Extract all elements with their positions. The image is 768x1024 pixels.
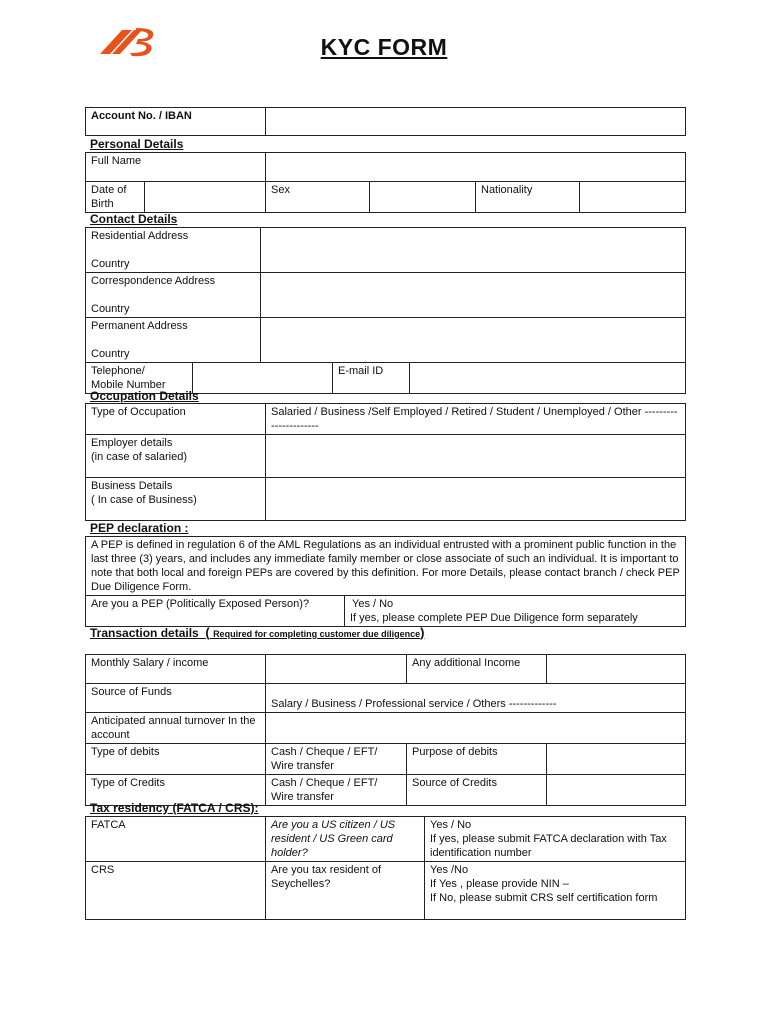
personal-details-heading: Personal Details <box>90 137 184 151</box>
purpose-of-debits-input[interactable] <box>547 744 686 775</box>
transaction-note: Required for completing customer due diligence <box>213 629 421 639</box>
pep-table <box>85 536 686 627</box>
nationality-label: Nationality <box>476 182 580 213</box>
turnover-input[interactable] <box>266 713 686 744</box>
residential-address-label: Residential Address Country <box>86 228 261 273</box>
crs-answer[interactable]: Yes /No If Yes , please provide NIN – If No, please submit CRS self certification form <box>425 862 686 920</box>
contact-details-heading: Contact Details <box>90 212 178 226</box>
occupation-details-heading: Occupation Details <box>90 389 199 403</box>
employer-details-label: Employer details (in case of salaried) <box>86 435 266 478</box>
employer-details-input[interactable] <box>266 435 686 478</box>
source-of-funds-options[interactable]: Salary / Business / Professional service / Others ------------- <box>266 684 686 713</box>
permanent-address-input[interactable] <box>261 318 686 363</box>
contact-table <box>85 227 686 394</box>
pep-definition: A PEP is defined in regulation 6 of the AML Regulations as an individual entrusted with a prominent public function in the last three (3) years, and includes any immediate family member or close associate of such an individual. It is important to note that both local and foreign PEPs are covered by this definition. For more Details, please contact branch / check PEP Due Diligence Form. <box>86 537 686 596</box>
email-input[interactable] <box>410 363 686 394</box>
transaction-heading: Transaction details ( Required for completing customer due diligence) <box>90 625 425 640</box>
pep-heading: PEP declaration : <box>90 521 189 535</box>
permanent-address-label: Permanent Address Country <box>86 318 261 363</box>
fatca-answer[interactable]: Yes / No If yes, please submit FATCA declaration with Tax identification number <box>425 817 686 862</box>
purpose-of-debits-label: Purpose of debits <box>407 744 547 775</box>
additional-income-label: Any additional Income <box>407 655 547 684</box>
source-of-funds-label: Source of Funds <box>86 684 266 713</box>
telephone-label: Telephone/ Mobile Number <box>86 363 193 394</box>
monthly-salary-label: Monthly Salary / income <box>86 655 266 684</box>
additional-income-input[interactable] <box>547 655 686 684</box>
turnover-label: Anticipated annual turnover In the account <box>86 713 266 744</box>
monthly-salary-input[interactable] <box>266 655 407 684</box>
pep-question: Are you a PEP (Politically Exposed Person)? <box>86 596 345 627</box>
full-name-input[interactable] <box>266 153 686 182</box>
tax-table <box>85 816 686 920</box>
source-of-credits-label: Source of Credits <box>407 775 547 806</box>
occupation-type-label: Type of Occupation <box>86 404 266 435</box>
correspondence-address-label: Correspondence Address Country <box>86 273 261 318</box>
correspondence-address-input[interactable] <box>261 273 686 318</box>
fatca-question: Are you a US citizen / US resident / US Green card holder? <box>266 817 425 862</box>
personal-table <box>85 152 686 213</box>
business-details-input[interactable] <box>266 478 686 521</box>
account-table <box>85 107 686 136</box>
crs-label: CRS <box>86 862 266 920</box>
occupation-type-options[interactable]: Salaried / Business /Self Employed / Retired / Student / Unemployed / Other ---------------------- <box>266 404 686 435</box>
account-label: Account No. / IBAN <box>86 108 266 136</box>
page-title: KYC FORM <box>320 34 448 60</box>
source-of-credits-input[interactable] <box>547 775 686 806</box>
type-of-debits-options[interactable]: Cash / Cheque / EFT/ Wire transfer <box>266 744 407 775</box>
sex-label: Sex <box>266 182 370 213</box>
type-of-credits-label: Type of Credits <box>86 775 266 806</box>
telephone-input[interactable] <box>193 363 333 394</box>
fatca-label: FATCA <box>86 817 266 862</box>
account-input[interactable] <box>266 108 686 136</box>
full-name-label: Full Name <box>86 153 266 182</box>
crs-question: Are you tax resident of Seychelles? <box>266 862 425 920</box>
sex-input[interactable] <box>370 182 476 213</box>
type-of-debits-label: Type of debits <box>86 744 266 775</box>
tax-residency-heading: Tax residency (FATCA / CRS): <box>90 801 259 815</box>
dob-input[interactable] <box>145 182 266 213</box>
transaction-table <box>85 654 686 806</box>
type-of-credits-options[interactable]: Cash / Cheque / EFT/ Wire transfer <box>266 775 407 806</box>
dob-label: Date of Birth <box>86 182 145 213</box>
pep-answer[interactable]: Yes / No If yes, please complete PEP Due Diligence form separately <box>345 596 686 627</box>
email-label: E-mail ID <box>333 363 410 394</box>
business-details-label: Business Details ( In case of Business) <box>86 478 266 521</box>
residential-address-input[interactable] <box>261 228 686 273</box>
nationality-input[interactable] <box>580 182 686 213</box>
occupation-table <box>85 403 686 521</box>
